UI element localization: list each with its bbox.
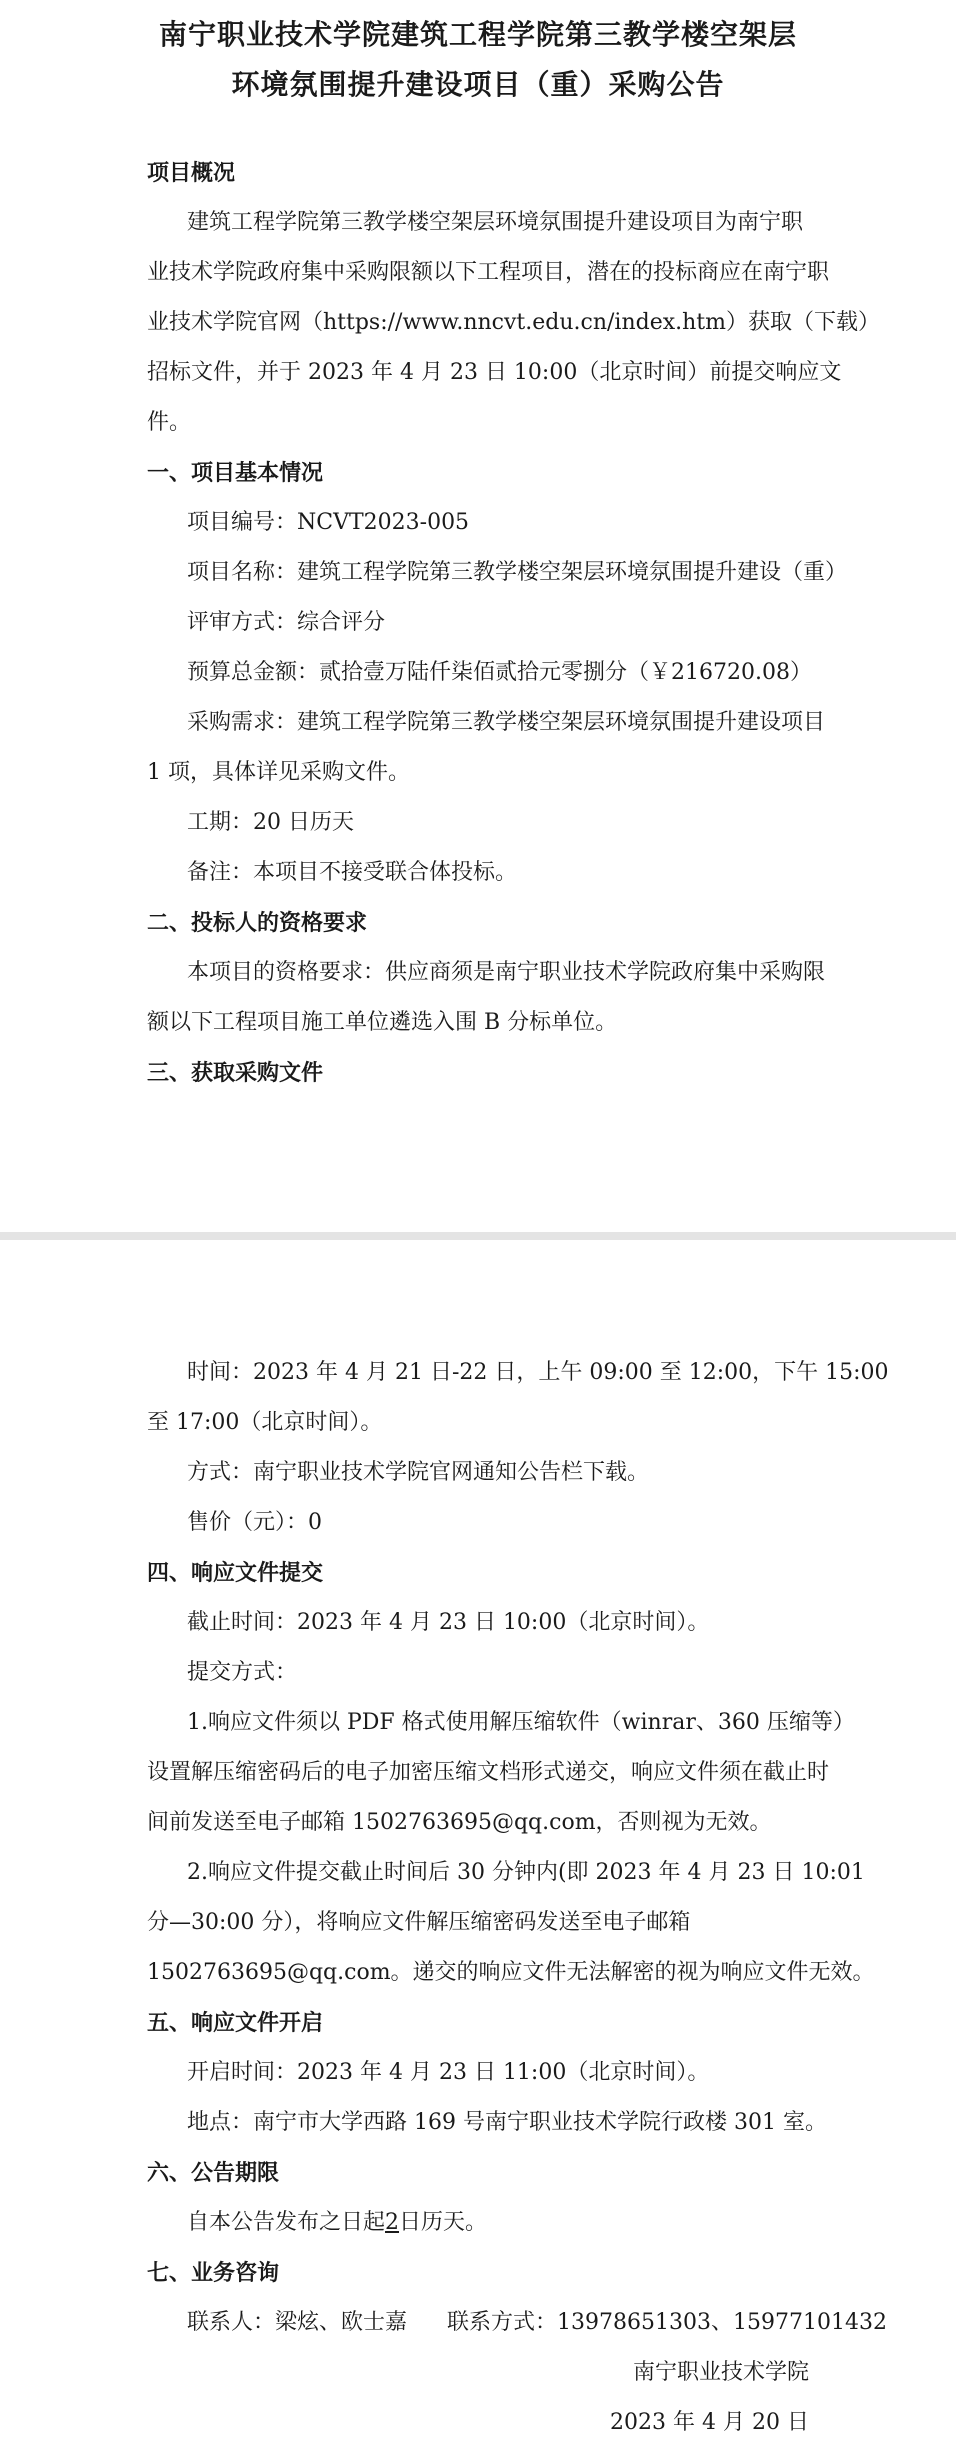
qualification-line-1: 本项目的资格要求：供应商须是南宁职业技术学院政府集中采购限: [187, 960, 826, 985]
obtain-method: 方式：南宁职业技术学院官网通知公告栏下载。: [187, 1460, 650, 1485]
obtain-price: 售价（元）：0: [187, 1510, 322, 1535]
project-name: 项目名称：建筑工程学院第三教学楼空架层环境氛围提升建设（重）: [187, 560, 848, 585]
obtain-time-line-2: 至 17:00（北京时间）。: [147, 1410, 383, 1435]
overview-line-4: 招标文件，并于 2023 年 4 月 23 日 10:00（北京时间）前提交响应文: [147, 360, 842, 385]
title-line-2: 环境氛围提升建设项目（重）采购公告: [231, 68, 725, 101]
submit-item2-line-1: 2.响应文件提交截止时间后 30 分钟内(即 2023 年 4 月 23 日 10:01: [187, 1860, 865, 1885]
section7-heading: 七、业务咨询: [147, 2260, 280, 2286]
submit-item2-line-2: 分—30:00 分），将响应文件解压缩密码发送至电子邮箱: [147, 1910, 691, 1935]
remark: 备注：本项目不接受联合体投标。: [187, 860, 518, 885]
budget-amount: 预算总金额：贰拾壹万陆仟柒佰贰拾元零捌分（￥216720.08）: [187, 660, 812, 685]
title-line-1: 南宁职业技术学院建筑工程学院第三教学楼空架层: [158, 18, 797, 51]
section4-heading: 四、响应文件提交: [147, 1560, 324, 1586]
section3-heading: 三、获取采购文件: [147, 1060, 324, 1086]
overview-line-5: 件。: [147, 410, 192, 435]
overview-line-3: 业技术学院官网（https://www.nncvt.edu.cn/index.htm）获取（下载）: [147, 310, 881, 335]
submit-item1-line-2: 设置解压缩密码后的电子加密压缩文档形式递交，响应文件须在截止时: [147, 1760, 830, 1785]
notice-period-prefix: 自本公告发布之日起: [187, 2210, 386, 2235]
project-number: 项目编号：NCVT2023-005: [187, 510, 470, 535]
review-method: 评审方式：综合评分: [187, 610, 386, 635]
signature-org: 南宁职业技术学院: [632, 2360, 809, 2385]
section1-heading: 一、项目基本情况: [147, 460, 324, 486]
demand-line-2: 1 项，具体详见采购文件。: [147, 760, 410, 785]
notice-period-suffix: 日历天。: [399, 2210, 488, 2235]
contact-person: 联系人：梁炫、欧士嘉: [187, 2310, 408, 2335]
overview-line-1: 建筑工程学院第三教学楼空架层环境氛围提升建设项目为南宁职: [187, 210, 804, 235]
signature-date: 2023 年 4 月 20 日: [610, 2410, 809, 2435]
qualification-line-2: 额以下工程项目施工单位遴选入围 B 分标单位。: [147, 1010, 618, 1035]
demand-line-1: 采购需求：建筑工程学院第三教学楼空架层环境氛围提升建设项目: [187, 710, 826, 735]
overview-heading: 项目概况: [147, 160, 236, 186]
notice-period: [187, 2208, 956, 2238]
submit-item1-line-1: 1.响应文件须以 PDF 格式使用解压缩软件（winrar、360 压缩等）: [187, 1710, 855, 1735]
open-location: 地点：南宁市大学西路 169 号南宁职业技术学院行政楼 301 室。: [187, 2110, 827, 2135]
obtain-time-line-1: 时间：2023 年 4 月 21 日-22 日，上午 09:00 至 12:00，下午 15:00: [187, 1360, 889, 1385]
submit-item2-line-3: 1502763695@qq.com。递交的响应文件无法解密的视为响应文件无效。: [147, 1960, 875, 1985]
submit-deadline: 截止时间：2023 年 4 月 23 日 10:00（北京时间）。: [187, 1610, 710, 1635]
overview-line-2: 业技术学院政府集中采购限额以下工程项目，潜在的投标商应在南宁职: [147, 260, 830, 285]
open-time: 开启时间：2023 年 4 月 23 日 11:00（北京时间）。: [187, 2060, 710, 2085]
submit-method-label: 提交方式：: [187, 1660, 298, 1685]
submit-item1-line-3: 间前发送至电子邮箱 1502763695@qq.com，否则视为无效。: [147, 1810, 772, 1835]
section5-heading: 五、响应文件开启: [147, 2010, 324, 2036]
section2-heading: 二、投标人的资格要求: [147, 910, 368, 936]
duration: 工期：20 日历天: [187, 810, 354, 835]
contact-phone: 联系方式：13978651303、15977101432: [447, 2310, 887, 2335]
section6-heading: 六、公告期限: [147, 2160, 280, 2186]
notice-period-days: 2: [385, 2210, 400, 2235]
document-page-2: [0, 1240, 956, 2459]
